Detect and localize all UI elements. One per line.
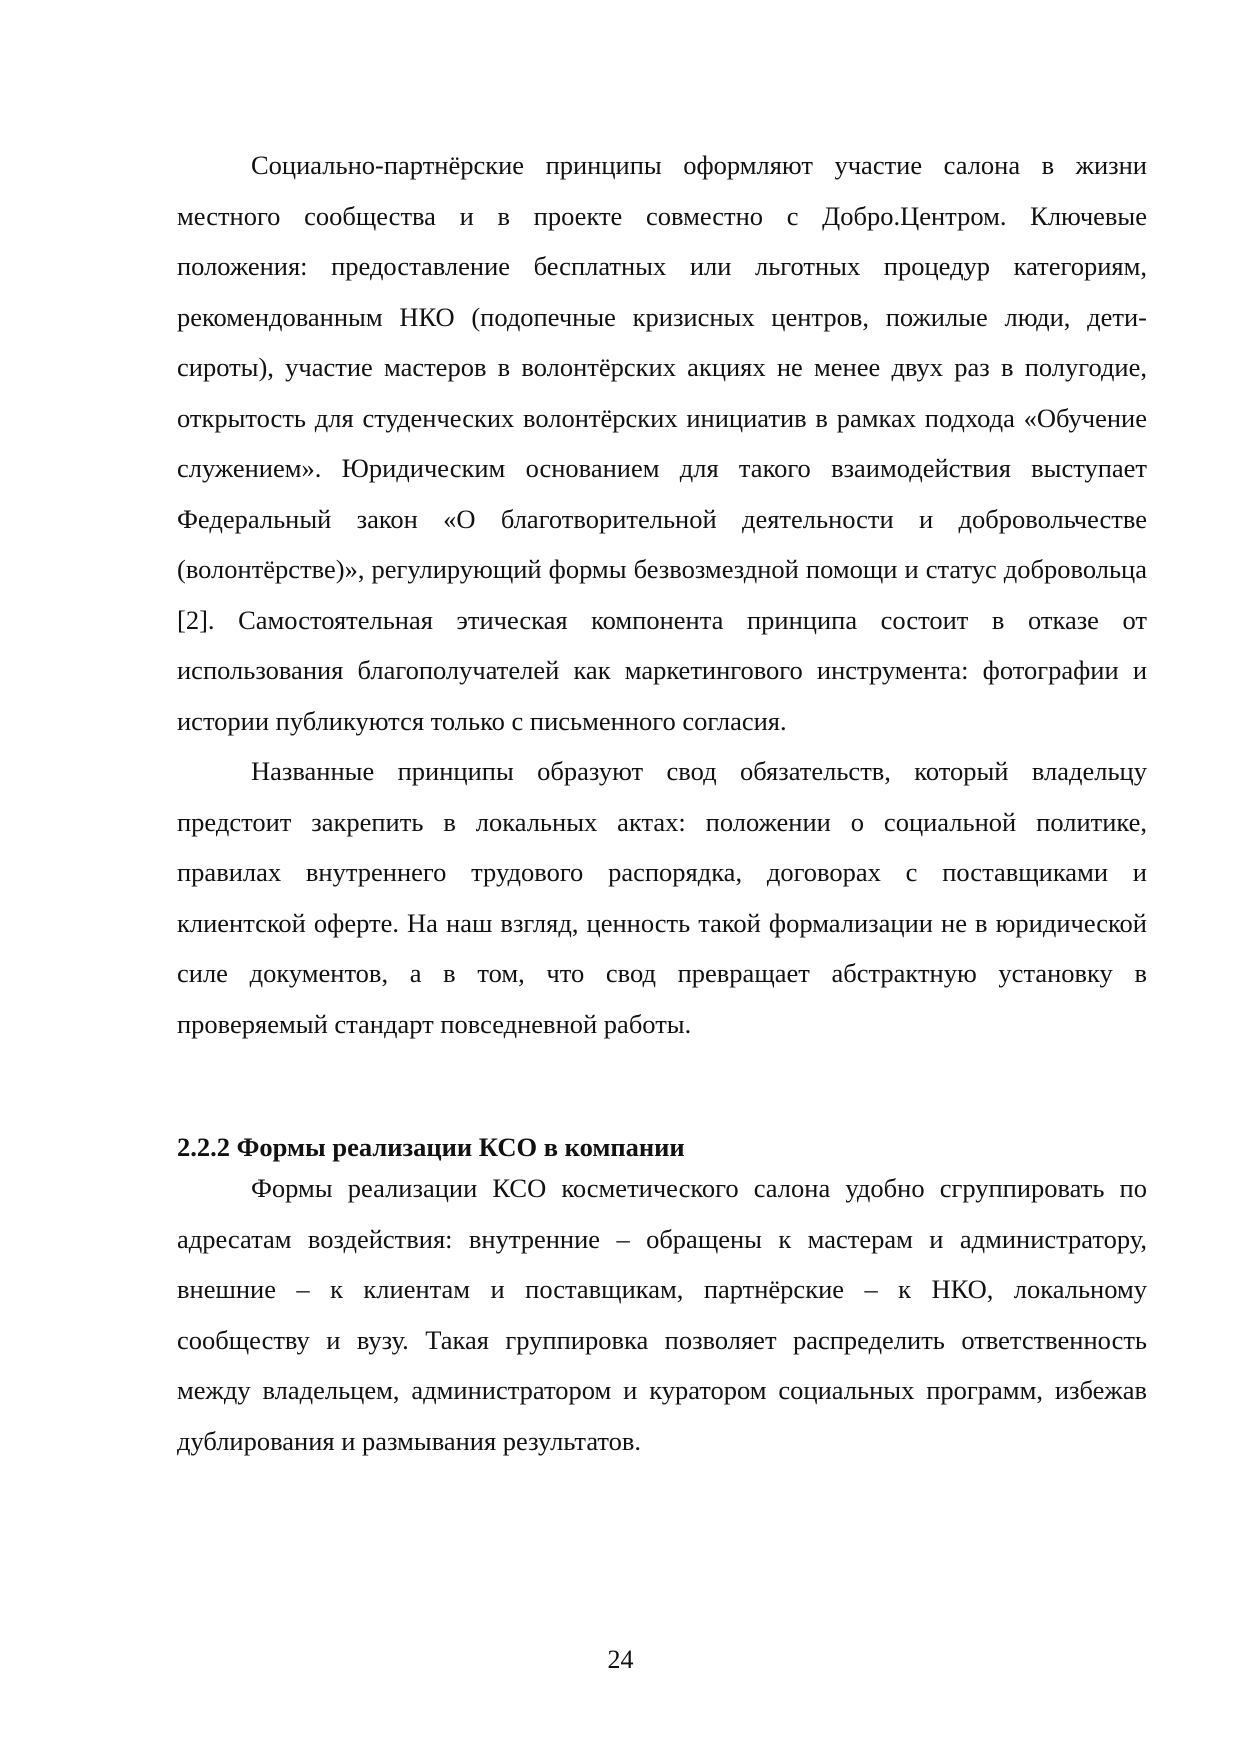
- paragraph-csr-forms: Формы реализации КСО косметического салона удобно сгруппировать по адресатам воздействия: внутренние – обращены к мастерам и администратору, внешние – к клиентам и поставщикам, партнёрские – к НКО, локальному сообществу и вузу. Такая группировка позволяет распределить ответственность между владельцем, администратором и куратором социальных программ, избежав дублирования и размывания результатов.: [177, 1173, 1147, 1456]
- body-text-bottom: [177, 1163, 1147, 1466]
- body-text-top: [177, 140, 1147, 1049]
- page-number: 24: [607, 1645, 634, 1674]
- paragraph-social-partnership: Социально-партнёрские принципы оформляют участие салона в жизни местного сообщества и в проекте совместно с Добро.Центром. Ключевые положения: предоставление бесплатных или льготных процедур категориям, рекомендованным НКО (подопечные кризисных центров, пожилые люди, дети-сироты), участие мастеров в волонтёрских акциях не менее двух раз в полугодие, открытость для студенческих волонтёрских инициатив в рамках подхода «Обучение служением». Юридическим основанием для такого взаимодействия выступает Федеральный закон «О благотворительной деятельности и добровольчестве (волонтёрстве)», регулирующий формы безвозмездной помощи и статус добровольца [2]. Самостоятельная этическая компонента принципа состоит в отказе от использования благополучателей как маркетингового инструмента: фотографии и истории публикуются только с письменного согласия.: [177, 150, 1147, 736]
- paragraph-obligations: Названные принципы образуют свод обязательств, который владельцу предстоит закрепить в локальных актах: положении о социальной политике, правилах внутреннего трудового распорядка, договорах с поставщиками и клиентской оферте. На наш взгляд, ценность такой формализации не в юридической силе документов, а в том, что свод превращает абстрактную установку в проверяемый стандарт повседневной работы.: [177, 756, 1147, 1039]
- section-heading: 2.2.2 Формы реализации КСО в компании: [177, 1132, 685, 1162]
